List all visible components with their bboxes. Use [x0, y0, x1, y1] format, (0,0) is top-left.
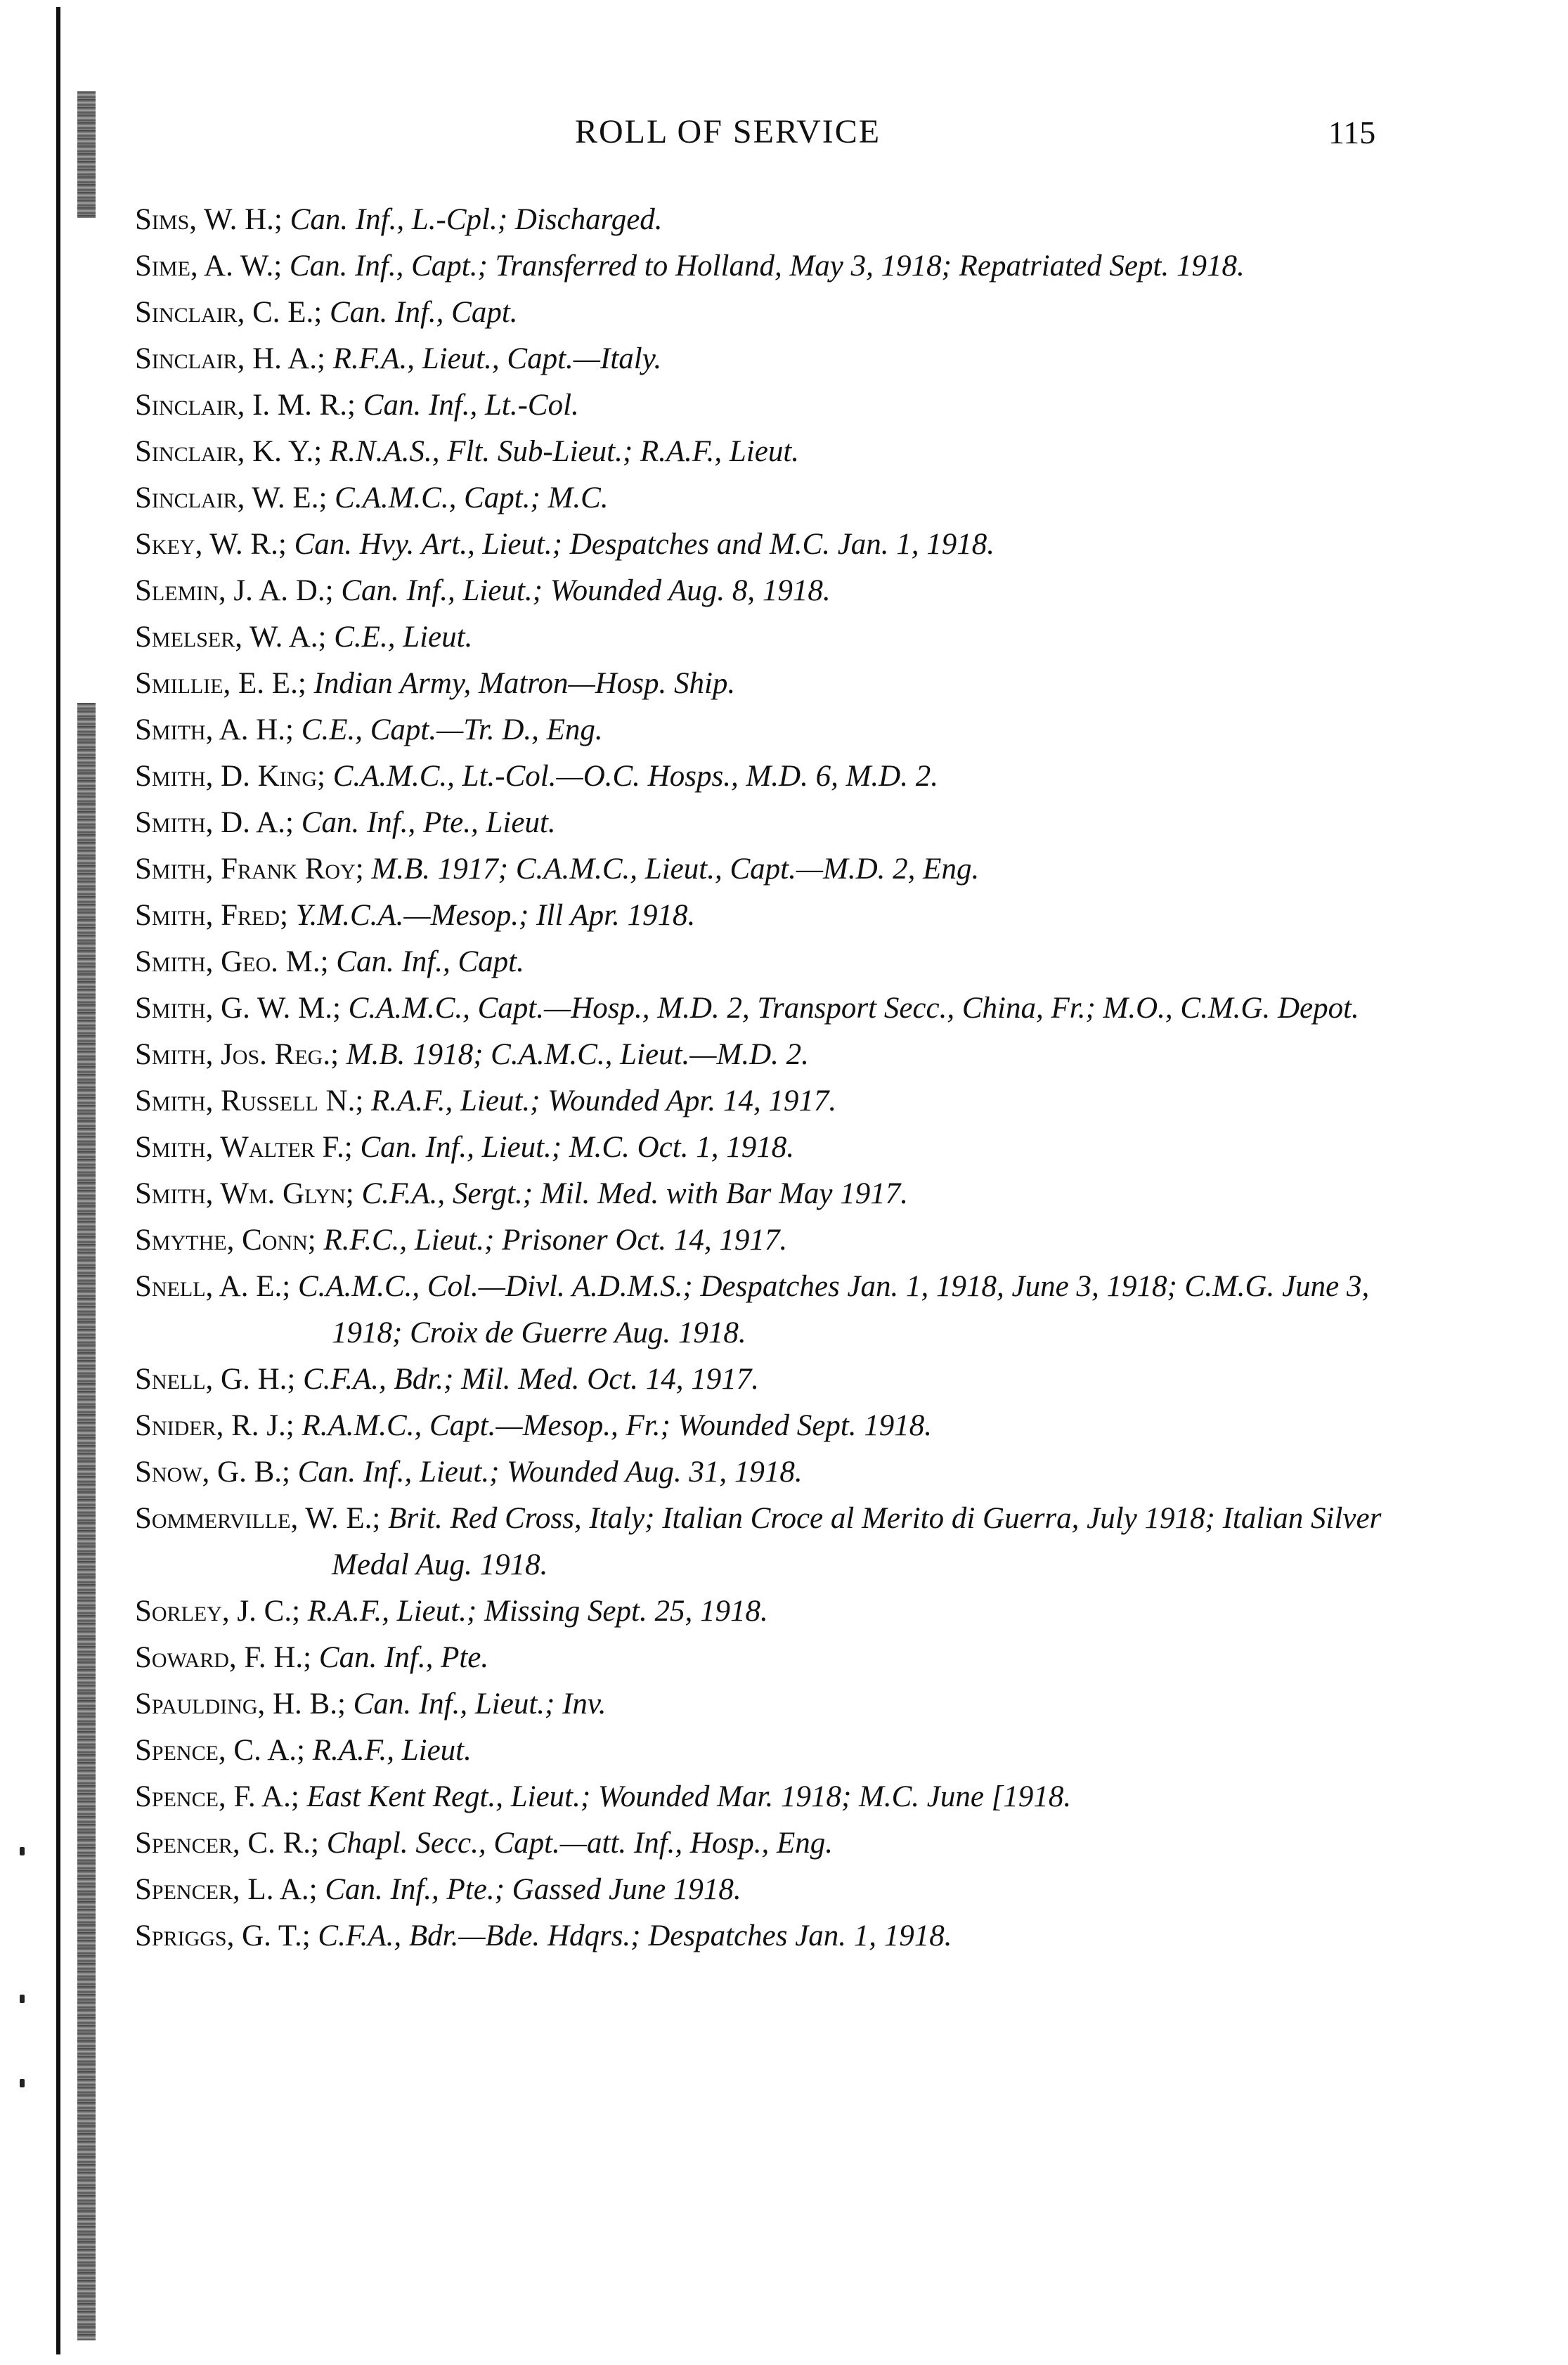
roll-entry — [135, 1125, 1428, 1171]
roll-entry — [135, 1171, 1428, 1217]
roll-entry — [135, 1078, 1428, 1125]
entry-details: Can. Inf., L.-Cpl.; Discharged. — [290, 203, 663, 236]
roll-entry — [135, 985, 1428, 1032]
entry-name: Smith, Fred; — [135, 899, 288, 932]
entry-name: Smith, G. W. M.; — [135, 992, 341, 1025]
entry-details: C.E., Lieut. — [334, 621, 473, 654]
entry-details: Can. Inf., Lieut.; Wounded Aug. 31, 1918. — [297, 1456, 803, 1489]
roll-entry — [135, 1867, 1428, 1913]
roll-entry — [135, 290, 1428, 336]
roll-entry — [135, 1356, 1428, 1403]
entry-name: Snider, R. J.; — [135, 1409, 294, 1442]
page-header — [0, 105, 1568, 155]
entry-name: Smillie, E. E.; — [135, 667, 306, 700]
roll-entry — [135, 1449, 1428, 1496]
entry-details: Chapl. Secc., Capt.—att. Inf., Hosp., Eng. — [326, 1827, 833, 1860]
entry-name: Sommerville, W. E.; — [135, 1502, 381, 1535]
entry-details: Can. Hvy. Art., Lieut.; Despatches and M.C. Jan. 1, 1918. — [294, 528, 995, 561]
roll-entry — [135, 1588, 1428, 1635]
entry-name: Smith, Jos. Reg.; — [135, 1038, 339, 1071]
entry-name: Smith, Russell N.; — [135, 1084, 364, 1117]
entry-name: Spriggs, G. T.; — [135, 1919, 311, 1952]
entry-name: Smith, Walter F.; — [135, 1131, 353, 1164]
binding-shadow — [77, 703, 96, 2340]
entry-details: R.A.F., Lieut. — [312, 1734, 472, 1767]
roll-entry — [135, 846, 1428, 893]
page-binding-edge — [56, 7, 60, 2354]
entry-name: Snell, A. E.; — [135, 1270, 291, 1303]
margin-mark — [20, 1995, 25, 2003]
entry-details: Y.M.C.A.—Mesop.; Ill Apr. 1918. — [295, 899, 696, 932]
entry-name: Skey, W. R.; — [135, 528, 287, 561]
entry-name: Spencer, C. R.; — [135, 1827, 319, 1860]
entry-details: Can. Inf., Capt.; Transferred to Holland, May 3, 1918; Repatriated Sept. 1918. — [289, 250, 1245, 283]
entry-name: Sinclair, C. E.; — [135, 296, 323, 329]
entry-details: C.A.M.C., Capt.; M.C. — [335, 481, 609, 514]
roll-entry — [135, 1774, 1428, 1820]
entry-details: C.F.A., Bdr.; Mil. Med. Oct. 14, 1917. — [303, 1363, 760, 1396]
entry-name: Spence, C. A.; — [135, 1734, 305, 1767]
entry-details: C.F.A., Sergt.; Mil. Med. with Bar May 1917. — [361, 1177, 908, 1210]
entry-name: Soward, F. H.; — [135, 1641, 312, 1674]
entry-details: Can. Inf., Pte.; Gassed June 1918. — [325, 1873, 741, 1906]
entry-details: R.A.M.C., Capt.—Mesop., Fr.; Wounded Sept. 1918. — [302, 1409, 933, 1442]
roll-entry — [135, 800, 1428, 846]
entry-name: Sorley, J. C.; — [135, 1595, 301, 1628]
roll-entry — [135, 1403, 1428, 1449]
entry-name: Sinclair, H. A.; — [135, 342, 326, 375]
entry-details: C.A.M.C., Lt.-Col.—O.C. Hosps., M.D. 6, M.D. 2. — [332, 760, 938, 793]
entry-name: Smith, Wm. Glyn; — [135, 1177, 354, 1210]
margin-mark — [20, 2079, 25, 2087]
entry-details: C.A.M.C., Capt.—Hosp., M.D. 2, Transport Secc., China, Fr.; M.O., C.M.G. Depot. — [348, 992, 1359, 1025]
entry-details: R.F.A., Lieut., Capt.—Italy. — [332, 342, 662, 375]
roll-entry — [135, 521, 1428, 568]
entry-name: Smith, A. H.; — [135, 713, 294, 746]
entry-name: Spaulding, H. B.; — [135, 1687, 346, 1721]
entry-name: Sinclair, W. E.; — [135, 481, 328, 514]
roll-entry — [135, 568, 1428, 614]
entry-name: Sime, A. W.; — [135, 250, 283, 283]
roll-entry — [135, 1217, 1428, 1264]
entry-details: East Kent Regt., Lieut.; Wounded Mar. 1918; M.C. June [1918. — [306, 1780, 1072, 1813]
entry-name: Smith, D. King; — [135, 760, 325, 793]
entry-details: Can. Inf., Capt. — [336, 945, 524, 978]
entry-name: Slemin, J. A. D.; — [135, 574, 334, 607]
roll-entry — [135, 614, 1428, 661]
roll-entry — [135, 1496, 1428, 1588]
entry-name: Sinclair, I. M. R.; — [135, 389, 356, 422]
roll-entry — [135, 707, 1428, 753]
roll-entries — [135, 197, 1428, 1959]
roll-entry — [135, 1728, 1428, 1774]
roll-entry — [135, 1032, 1428, 1078]
entry-name: Smelser, W. A.; — [135, 621, 327, 654]
roll-entry — [135, 939, 1428, 985]
roll-entry — [135, 893, 1428, 939]
entry-details: C.A.M.C., Col.—Divl. A.D.M.S.; Despatches Jan. 1, 1918, June 3, 1918; C.M.G. June 3, 1918; Croix de Guerre Aug. 1918. — [297, 1270, 1370, 1349]
entry-name: Smith, Geo. M.; — [135, 945, 329, 978]
entry-details: Can. Inf., Pte. — [318, 1641, 489, 1674]
page-number: 115 — [1328, 115, 1376, 150]
entry-name: Snell, G. H.; — [135, 1363, 296, 1396]
entry-details: M.B. 1918; C.A.M.C., Lieut.—M.D. 2. — [346, 1038, 809, 1071]
entry-details: C.F.A., Bdr.—Bde. Hdqrs.; Despatches Jan. 1, 1918. — [318, 1919, 952, 1952]
roll-entry — [135, 429, 1428, 475]
entry-details: R.N.A.S., Flt. Sub-Lieut.; R.A.F., Lieut. — [329, 435, 800, 468]
roll-entry — [135, 753, 1428, 800]
entry-name: Snow, G. B.; — [135, 1456, 290, 1489]
entry-details: Indian Army, Matron—Hosp. Ship. — [313, 667, 736, 700]
roll-entry — [135, 1913, 1428, 1959]
roll-entry — [135, 243, 1428, 290]
roll-entry — [135, 1264, 1428, 1356]
roll-entry — [135, 336, 1428, 382]
entry-name: Sinclair, K. Y.; — [135, 435, 323, 468]
roll-entry — [135, 197, 1428, 243]
entry-name: Spence, F. A.; — [135, 1780, 299, 1813]
entry-name: Smythe, Conn; — [135, 1224, 316, 1257]
entry-name: Sims, W. H.; — [135, 203, 283, 236]
roll-entry — [135, 475, 1428, 521]
entry-details: Can. Inf., Pte., Lieut. — [301, 806, 556, 839]
margin-mark — [20, 1847, 25, 1855]
roll-entry — [135, 1635, 1428, 1681]
entry-name: Smith, D. A.; — [135, 806, 294, 839]
entry-name: Spencer, L. A.; — [135, 1873, 318, 1906]
entry-details: Brit. Red Cross, Italy; Italian Croce al Merito di Guerra, July 1918; Italian Silver Medal Aug. 1918. — [332, 1502, 1382, 1581]
roll-entry — [135, 1681, 1428, 1728]
entry-name: Smith, Frank Roy; — [135, 853, 364, 886]
roll-entry — [135, 1820, 1428, 1867]
entry-details: Can. Inf., Capt. — [329, 296, 518, 329]
entry-details: Can. Inf., Lt.-Col. — [363, 389, 579, 422]
entry-details: R.F.C., Lieut.; Prisoner Oct. 14, 1917. — [323, 1224, 788, 1257]
roll-entry — [135, 382, 1428, 429]
entry-details: Can. Inf., Lieut.; Inv. — [353, 1687, 607, 1721]
running-title: ROLL OF SERVICE — [575, 113, 881, 150]
entry-details: R.A.F., Lieut.; Missing Sept. 25, 1918. — [307, 1595, 768, 1628]
entry-details: Can. Inf., Lieut.; Wounded Aug. 8, 1918. — [341, 574, 831, 607]
entry-details: R.A.F., Lieut.; Wounded Apr. 14, 1917. — [371, 1084, 837, 1117]
entry-details: Can. Inf., Lieut.; M.C. Oct. 1, 1918. — [360, 1131, 794, 1164]
roll-entry — [135, 661, 1428, 707]
entry-details: M.B. 1917; C.A.M.C., Lieut., Capt.—M.D. 2, Eng. — [371, 853, 980, 886]
entry-details: C.E., Capt.—Tr. D., Eng. — [301, 713, 603, 746]
